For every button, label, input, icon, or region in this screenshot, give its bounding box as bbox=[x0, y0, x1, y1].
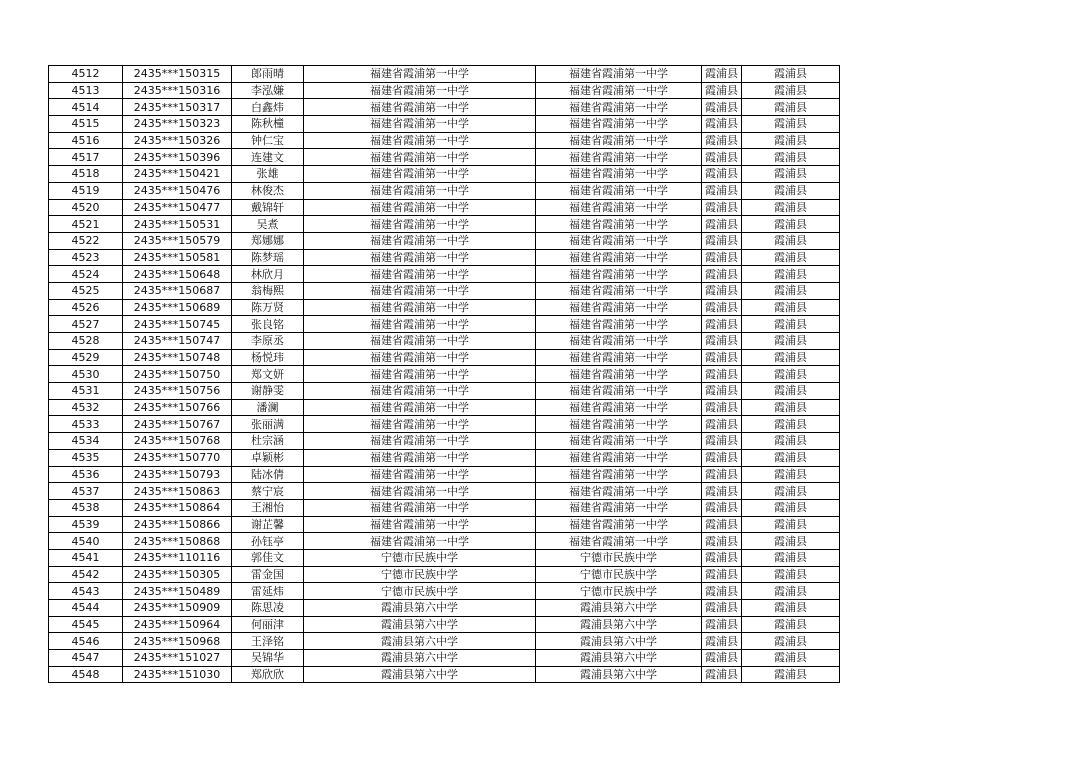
enrolled-school-cell: 宁德市民族中学 bbox=[536, 583, 702, 600]
enrolled-school-cell: 福建省霞浦第一中学 bbox=[536, 299, 702, 316]
enrolled-school-cell: 福建省霞浦第一中学 bbox=[536, 249, 702, 266]
school-cell: 福建省霞浦第一中学 bbox=[304, 399, 536, 416]
district-cell: 霞浦县 bbox=[742, 249, 840, 266]
school-cell: 霞浦县第六中学 bbox=[304, 616, 536, 633]
school-cell: 福建省霞浦第一中学 bbox=[304, 149, 536, 166]
table-row bbox=[49, 199, 840, 216]
exam-id-cell: 2435***151027 bbox=[123, 650, 232, 667]
exam-id-cell: 2435***150863 bbox=[123, 483, 232, 500]
row-number-cell: 4520 bbox=[49, 199, 123, 216]
school-cell: 福建省霞浦第一中学 bbox=[304, 232, 536, 249]
student-name-cell: 郭佳文 bbox=[232, 549, 304, 566]
school-cell: 福建省霞浦第一中学 bbox=[304, 466, 536, 483]
exam-id-cell: 2435***150305 bbox=[123, 566, 232, 583]
enrolled-school-cell: 霞浦县第六中学 bbox=[536, 633, 702, 650]
district-cell: 霞浦县 bbox=[742, 483, 840, 500]
county-cell: 霞浦县 bbox=[702, 182, 742, 199]
county-cell: 霞浦县 bbox=[702, 516, 742, 533]
student-name-cell: 郎雨晴 bbox=[232, 66, 304, 83]
enrolled-school-cell: 福建省霞浦第一中学 bbox=[536, 99, 702, 116]
county-cell: 霞浦县 bbox=[702, 249, 742, 266]
exam-id-cell: 2435***150476 bbox=[123, 182, 232, 199]
exam-id-cell: 2435***150317 bbox=[123, 99, 232, 116]
student-name-cell: 郑娜娜 bbox=[232, 232, 304, 249]
table-row bbox=[49, 333, 840, 350]
district-cell: 霞浦县 bbox=[742, 633, 840, 650]
table-row bbox=[49, 366, 840, 383]
county-cell: 霞浦县 bbox=[702, 116, 742, 133]
exam-id-cell: 2435***150768 bbox=[123, 433, 232, 450]
enrolled-school-cell: 福建省霞浦第一中学 bbox=[536, 66, 702, 83]
county-cell: 霞浦县 bbox=[702, 366, 742, 383]
enrolled-school-cell: 福建省霞浦第一中学 bbox=[536, 232, 702, 249]
district-cell: 霞浦县 bbox=[742, 549, 840, 566]
enrolled-school-cell: 霞浦县第六中学 bbox=[536, 616, 702, 633]
school-cell: 福建省霞浦第一中学 bbox=[304, 82, 536, 99]
district-cell: 霞浦县 bbox=[742, 199, 840, 216]
school-cell: 福建省霞浦第一中学 bbox=[304, 516, 536, 533]
county-cell: 霞浦县 bbox=[702, 600, 742, 617]
enrolled-school-cell: 宁德市民族中学 bbox=[536, 549, 702, 566]
enrolled-school-cell: 福建省霞浦第一中学 bbox=[536, 199, 702, 216]
district-cell: 霞浦县 bbox=[742, 266, 840, 283]
district-cell: 霞浦县 bbox=[742, 533, 840, 550]
school-cell: 福建省霞浦第一中学 bbox=[304, 266, 536, 283]
exam-id-cell: 2435***150323 bbox=[123, 116, 232, 133]
roster-table bbox=[48, 65, 840, 683]
student-name-cell: 陈梦瑶 bbox=[232, 249, 304, 266]
row-number-cell: 4531 bbox=[49, 383, 123, 400]
exam-id-cell: 2435***150747 bbox=[123, 333, 232, 350]
county-cell: 霞浦县 bbox=[702, 299, 742, 316]
enrolled-school-cell: 福建省霞浦第一中学 bbox=[536, 483, 702, 500]
enrolled-school-cell: 福建省霞浦第一中学 bbox=[536, 116, 702, 133]
exam-id-cell: 2435***150326 bbox=[123, 132, 232, 149]
school-cell: 霞浦县第六中学 bbox=[304, 650, 536, 667]
exam-id-cell: 2435***150866 bbox=[123, 516, 232, 533]
county-cell: 霞浦县 bbox=[702, 449, 742, 466]
student-name-cell: 杨悦玮 bbox=[232, 349, 304, 366]
student-name-cell: 杜宗涵 bbox=[232, 433, 304, 450]
row-number-cell: 4539 bbox=[49, 516, 123, 533]
table-row bbox=[49, 516, 840, 533]
district-cell: 霞浦县 bbox=[742, 566, 840, 583]
district-cell: 霞浦县 bbox=[742, 449, 840, 466]
district-cell: 霞浦县 bbox=[742, 99, 840, 116]
exam-id-cell: 2435***150579 bbox=[123, 232, 232, 249]
enrolled-school-cell: 福建省霞浦第一中学 bbox=[536, 349, 702, 366]
exam-id-cell: 2435***150964 bbox=[123, 616, 232, 633]
table-row bbox=[49, 349, 840, 366]
county-cell: 霞浦县 bbox=[702, 383, 742, 400]
school-cell: 福建省霞浦第一中学 bbox=[304, 199, 536, 216]
district-cell: 霞浦县 bbox=[742, 216, 840, 233]
table-row bbox=[49, 533, 840, 550]
table-row bbox=[49, 433, 840, 450]
exam-id-cell: 2435***150868 bbox=[123, 533, 232, 550]
student-name-cell: 陈思凌 bbox=[232, 600, 304, 617]
exam-id-cell: 2435***150767 bbox=[123, 416, 232, 433]
row-number-cell: 4519 bbox=[49, 182, 123, 199]
table-row bbox=[49, 182, 840, 199]
row-number-cell: 4516 bbox=[49, 132, 123, 149]
student-name-cell: 吴锦华 bbox=[232, 650, 304, 667]
school-cell: 福建省霞浦第一中学 bbox=[304, 249, 536, 266]
exam-id-cell: 2435***150793 bbox=[123, 466, 232, 483]
exam-id-cell: 2435***150756 bbox=[123, 383, 232, 400]
student-name-cell: 翁梅熙 bbox=[232, 282, 304, 299]
district-cell: 霞浦县 bbox=[742, 466, 840, 483]
row-number-cell: 4524 bbox=[49, 266, 123, 283]
row-number-cell: 4513 bbox=[49, 82, 123, 99]
row-number-cell: 4535 bbox=[49, 449, 123, 466]
exam-id-cell: 2435***150396 bbox=[123, 149, 232, 166]
student-name-cell: 孙钰亭 bbox=[232, 533, 304, 550]
district-cell: 霞浦县 bbox=[742, 383, 840, 400]
school-cell: 福建省霞浦第一中学 bbox=[304, 216, 536, 233]
school-cell: 福建省霞浦第一中学 bbox=[304, 499, 536, 516]
row-number-cell: 4514 bbox=[49, 99, 123, 116]
school-cell: 福建省霞浦第一中学 bbox=[304, 366, 536, 383]
exam-id-cell: 2435***150770 bbox=[123, 449, 232, 466]
row-number-cell: 4534 bbox=[49, 433, 123, 450]
row-number-cell: 4530 bbox=[49, 366, 123, 383]
enrolled-school-cell: 福建省霞浦第一中学 bbox=[536, 182, 702, 199]
roster-body bbox=[49, 66, 840, 683]
student-name-cell: 林欣月 bbox=[232, 266, 304, 283]
enrolled-school-cell: 霞浦县第六中学 bbox=[536, 666, 702, 683]
district-cell: 霞浦县 bbox=[742, 282, 840, 299]
table-row bbox=[49, 399, 840, 416]
student-name-cell: 郑欣欣 bbox=[232, 666, 304, 683]
row-number-cell: 4517 bbox=[49, 149, 123, 166]
table-row bbox=[49, 166, 840, 183]
exam-id-cell: 2435***150581 bbox=[123, 249, 232, 266]
exam-id-cell: 2435***150968 bbox=[123, 633, 232, 650]
county-cell: 霞浦县 bbox=[702, 333, 742, 350]
row-number-cell: 4541 bbox=[49, 549, 123, 566]
school-cell: 福建省霞浦第一中学 bbox=[304, 483, 536, 500]
student-name-cell: 谢芷馨 bbox=[232, 516, 304, 533]
exam-id-cell: 2435***150766 bbox=[123, 399, 232, 416]
student-name-cell: 王泽铭 bbox=[232, 633, 304, 650]
enrolled-school-cell: 福建省霞浦第一中学 bbox=[536, 149, 702, 166]
exam-id-cell: 2435***150531 bbox=[123, 216, 232, 233]
county-cell: 霞浦县 bbox=[702, 132, 742, 149]
county-cell: 霞浦县 bbox=[702, 282, 742, 299]
exam-id-cell: 2435***150421 bbox=[123, 166, 232, 183]
table-row bbox=[49, 616, 840, 633]
exam-id-cell: 2435***150864 bbox=[123, 499, 232, 516]
row-number-cell: 4538 bbox=[49, 499, 123, 516]
row-number-cell: 4533 bbox=[49, 416, 123, 433]
row-number-cell: 4518 bbox=[49, 166, 123, 183]
row-number-cell: 4543 bbox=[49, 583, 123, 600]
county-cell: 霞浦县 bbox=[702, 499, 742, 516]
district-cell: 霞浦县 bbox=[742, 349, 840, 366]
table-row bbox=[49, 66, 840, 83]
row-number-cell: 4515 bbox=[49, 116, 123, 133]
school-cell: 福建省霞浦第一中学 bbox=[304, 316, 536, 333]
enrolled-school-cell: 霞浦县第六中学 bbox=[536, 650, 702, 667]
county-cell: 霞浦县 bbox=[702, 616, 742, 633]
school-cell: 福建省霞浦第一中学 bbox=[304, 449, 536, 466]
enrolled-school-cell: 福建省霞浦第一中学 bbox=[536, 282, 702, 299]
table-row bbox=[49, 132, 840, 149]
row-number-cell: 4544 bbox=[49, 600, 123, 617]
district-cell: 霞浦县 bbox=[742, 132, 840, 149]
table-row bbox=[49, 82, 840, 99]
row-number-cell: 4546 bbox=[49, 633, 123, 650]
student-name-cell: 蔡宁宸 bbox=[232, 483, 304, 500]
row-number-cell: 4529 bbox=[49, 349, 123, 366]
county-cell: 霞浦县 bbox=[702, 633, 742, 650]
school-cell: 福建省霞浦第一中学 bbox=[304, 333, 536, 350]
county-cell: 霞浦县 bbox=[702, 416, 742, 433]
school-cell: 宁德市民族中学 bbox=[304, 583, 536, 600]
enrolled-school-cell: 福建省霞浦第一中学 bbox=[536, 466, 702, 483]
county-cell: 霞浦县 bbox=[702, 149, 742, 166]
row-number-cell: 4545 bbox=[49, 616, 123, 633]
row-number-cell: 4537 bbox=[49, 483, 123, 500]
exam-id-cell: 2435***150477 bbox=[123, 199, 232, 216]
county-cell: 霞浦县 bbox=[702, 166, 742, 183]
table-row bbox=[49, 266, 840, 283]
district-cell: 霞浦县 bbox=[742, 333, 840, 350]
county-cell: 霞浦县 bbox=[702, 466, 742, 483]
district-cell: 霞浦县 bbox=[742, 182, 840, 199]
student-name-cell: 吴煮 bbox=[232, 216, 304, 233]
row-number-cell: 4528 bbox=[49, 333, 123, 350]
enrolled-school-cell: 福建省霞浦第一中学 bbox=[536, 333, 702, 350]
district-cell: 霞浦县 bbox=[742, 299, 840, 316]
exam-id-cell: 2435***150748 bbox=[123, 349, 232, 366]
school-cell: 福建省霞浦第一中学 bbox=[304, 66, 536, 83]
enrolled-school-cell: 福建省霞浦第一中学 bbox=[536, 266, 702, 283]
table-row bbox=[49, 583, 840, 600]
district-cell: 霞浦县 bbox=[742, 232, 840, 249]
school-cell: 福建省霞浦第一中学 bbox=[304, 166, 536, 183]
county-cell: 霞浦县 bbox=[702, 549, 742, 566]
county-cell: 霞浦县 bbox=[702, 266, 742, 283]
row-number-cell: 4532 bbox=[49, 399, 123, 416]
district-cell: 霞浦县 bbox=[742, 82, 840, 99]
exam-id-cell: 2435***150689 bbox=[123, 299, 232, 316]
exam-id-cell: 2435***110116 bbox=[123, 549, 232, 566]
student-name-cell: 李泓嫌 bbox=[232, 82, 304, 99]
enrolled-school-cell: 福建省霞浦第一中学 bbox=[536, 366, 702, 383]
row-number-cell: 4523 bbox=[49, 249, 123, 266]
table-row bbox=[49, 149, 840, 166]
table-row bbox=[49, 566, 840, 583]
row-number-cell: 4540 bbox=[49, 533, 123, 550]
student-name-cell: 王湘怡 bbox=[232, 499, 304, 516]
student-name-cell: 何丽津 bbox=[232, 616, 304, 633]
exam-id-cell: 2435***150648 bbox=[123, 266, 232, 283]
table-row bbox=[49, 483, 840, 500]
row-number-cell: 4548 bbox=[49, 666, 123, 683]
student-name-cell: 戴锦轩 bbox=[232, 199, 304, 216]
school-cell: 福建省霞浦第一中学 bbox=[304, 533, 536, 550]
district-cell: 霞浦县 bbox=[742, 616, 840, 633]
county-cell: 霞浦县 bbox=[702, 650, 742, 667]
enrolled-school-cell: 福建省霞浦第一中学 bbox=[536, 82, 702, 99]
district-cell: 霞浦县 bbox=[742, 666, 840, 683]
student-name-cell: 钟仁宝 bbox=[232, 132, 304, 149]
table-row bbox=[49, 99, 840, 116]
school-cell: 福建省霞浦第一中学 bbox=[304, 383, 536, 400]
county-cell: 霞浦县 bbox=[702, 199, 742, 216]
student-name-cell: 陈万贤 bbox=[232, 299, 304, 316]
county-cell: 霞浦县 bbox=[702, 483, 742, 500]
school-cell: 福建省霞浦第一中学 bbox=[304, 416, 536, 433]
enrolled-school-cell: 福建省霞浦第一中学 bbox=[536, 499, 702, 516]
student-name-cell: 张丽满 bbox=[232, 416, 304, 433]
row-number-cell: 4521 bbox=[49, 216, 123, 233]
table-row bbox=[49, 499, 840, 516]
enrolled-school-cell: 福建省霞浦第一中学 bbox=[536, 132, 702, 149]
school-cell: 福建省霞浦第一中学 bbox=[304, 116, 536, 133]
student-name-cell: 陆冰倩 bbox=[232, 466, 304, 483]
district-cell: 霞浦县 bbox=[742, 116, 840, 133]
student-name-cell: 张雄 bbox=[232, 166, 304, 183]
exam-id-cell: 2435***150489 bbox=[123, 583, 232, 600]
row-number-cell: 4525 bbox=[49, 282, 123, 299]
district-cell: 霞浦县 bbox=[742, 66, 840, 83]
county-cell: 霞浦县 bbox=[702, 216, 742, 233]
enrolled-school-cell: 福建省霞浦第一中学 bbox=[536, 316, 702, 333]
district-cell: 霞浦县 bbox=[742, 516, 840, 533]
school-cell: 福建省霞浦第一中学 bbox=[304, 182, 536, 199]
student-name-cell: 张良铭 bbox=[232, 316, 304, 333]
county-cell: 霞浦县 bbox=[702, 66, 742, 83]
enrolled-school-cell: 福建省霞浦第一中学 bbox=[536, 449, 702, 466]
exam-id-cell: 2435***150687 bbox=[123, 282, 232, 299]
table-row bbox=[49, 282, 840, 299]
enrolled-school-cell: 福建省霞浦第一中学 bbox=[536, 433, 702, 450]
row-number-cell: 4547 bbox=[49, 650, 123, 667]
district-cell: 霞浦县 bbox=[742, 416, 840, 433]
row-number-cell: 4522 bbox=[49, 232, 123, 249]
enrolled-school-cell: 福建省霞浦第一中学 bbox=[536, 216, 702, 233]
enrolled-school-cell: 福建省霞浦第一中学 bbox=[536, 166, 702, 183]
table-row bbox=[49, 466, 840, 483]
school-cell: 福建省霞浦第一中学 bbox=[304, 349, 536, 366]
table-row bbox=[49, 416, 840, 433]
exam-id-cell: 2435***150909 bbox=[123, 600, 232, 617]
student-name-cell: 潘澜 bbox=[232, 399, 304, 416]
county-cell: 霞浦县 bbox=[702, 232, 742, 249]
school-cell: 霞浦县第六中学 bbox=[304, 666, 536, 683]
school-cell: 福建省霞浦第一中学 bbox=[304, 99, 536, 116]
student-name-cell: 雷延炜 bbox=[232, 583, 304, 600]
school-cell: 福建省霞浦第一中学 bbox=[304, 132, 536, 149]
exam-id-cell: 2435***150750 bbox=[123, 366, 232, 383]
exam-id-cell: 2435***150745 bbox=[123, 316, 232, 333]
school-cell: 宁德市民族中学 bbox=[304, 566, 536, 583]
school-cell: 霞浦县第六中学 bbox=[304, 633, 536, 650]
student-name-cell: 郑文妍 bbox=[232, 366, 304, 383]
row-number-cell: 4536 bbox=[49, 466, 123, 483]
district-cell: 霞浦县 bbox=[742, 650, 840, 667]
enrolled-school-cell: 福建省霞浦第一中学 bbox=[536, 416, 702, 433]
table-row bbox=[49, 549, 840, 566]
county-cell: 霞浦县 bbox=[702, 82, 742, 99]
table-row bbox=[49, 299, 840, 316]
district-cell: 霞浦县 bbox=[742, 499, 840, 516]
enrolled-school-cell: 宁德市民族中学 bbox=[536, 566, 702, 583]
table-row bbox=[49, 650, 840, 667]
district-cell: 霞浦县 bbox=[742, 366, 840, 383]
exam-id-cell: 2435***150316 bbox=[123, 82, 232, 99]
table-row bbox=[49, 249, 840, 266]
school-cell: 霞浦县第六中学 bbox=[304, 600, 536, 617]
school-cell: 福建省霞浦第一中学 bbox=[304, 433, 536, 450]
district-cell: 霞浦县 bbox=[742, 149, 840, 166]
enrolled-school-cell: 福建省霞浦第一中学 bbox=[536, 383, 702, 400]
student-name-cell: 林俊杰 bbox=[232, 182, 304, 199]
district-cell: 霞浦县 bbox=[742, 316, 840, 333]
district-cell: 霞浦县 bbox=[742, 166, 840, 183]
row-number-cell: 4542 bbox=[49, 566, 123, 583]
student-name-cell: 白鑫炜 bbox=[232, 99, 304, 116]
enrolled-school-cell: 霞浦县第六中学 bbox=[536, 600, 702, 617]
student-name-cell: 卓颖彬 bbox=[232, 449, 304, 466]
district-cell: 霞浦县 bbox=[742, 433, 840, 450]
table-row bbox=[49, 216, 840, 233]
table-row bbox=[49, 449, 840, 466]
enrolled-school-cell: 福建省霞浦第一中学 bbox=[536, 533, 702, 550]
county-cell: 霞浦县 bbox=[702, 399, 742, 416]
county-cell: 霞浦县 bbox=[702, 533, 742, 550]
enrolled-school-cell: 福建省霞浦第一中学 bbox=[536, 399, 702, 416]
county-cell: 霞浦县 bbox=[702, 316, 742, 333]
table-row bbox=[49, 316, 840, 333]
exam-id-cell: 2435***151030 bbox=[123, 666, 232, 683]
school-cell: 福建省霞浦第一中学 bbox=[304, 299, 536, 316]
county-cell: 霞浦县 bbox=[702, 349, 742, 366]
table-row bbox=[49, 666, 840, 683]
row-number-cell: 4527 bbox=[49, 316, 123, 333]
student-name-cell: 连建文 bbox=[232, 149, 304, 166]
table-row bbox=[49, 600, 840, 617]
table-row bbox=[49, 232, 840, 249]
table-row bbox=[49, 633, 840, 650]
county-cell: 霞浦县 bbox=[702, 566, 742, 583]
row-number-cell: 4512 bbox=[49, 66, 123, 83]
student-name-cell: 陈秋橦 bbox=[232, 116, 304, 133]
district-cell: 霞浦县 bbox=[742, 399, 840, 416]
school-cell: 福建省霞浦第一中学 bbox=[304, 282, 536, 299]
school-cell: 宁德市民族中学 bbox=[304, 549, 536, 566]
student-name-cell: 谢静雯 bbox=[232, 383, 304, 400]
county-cell: 霞浦县 bbox=[702, 583, 742, 600]
county-cell: 霞浦县 bbox=[702, 666, 742, 683]
row-number-cell: 4526 bbox=[49, 299, 123, 316]
county-cell: 霞浦县 bbox=[702, 99, 742, 116]
enrolled-school-cell: 福建省霞浦第一中学 bbox=[536, 516, 702, 533]
student-name-cell: 李原丞 bbox=[232, 333, 304, 350]
exam-id-cell: 2435***150315 bbox=[123, 66, 232, 83]
district-cell: 霞浦县 bbox=[742, 583, 840, 600]
student-name-cell: 雷金国 bbox=[232, 566, 304, 583]
table-row bbox=[49, 383, 840, 400]
table-row bbox=[49, 116, 840, 133]
district-cell: 霞浦县 bbox=[742, 600, 840, 617]
county-cell: 霞浦县 bbox=[702, 433, 742, 450]
